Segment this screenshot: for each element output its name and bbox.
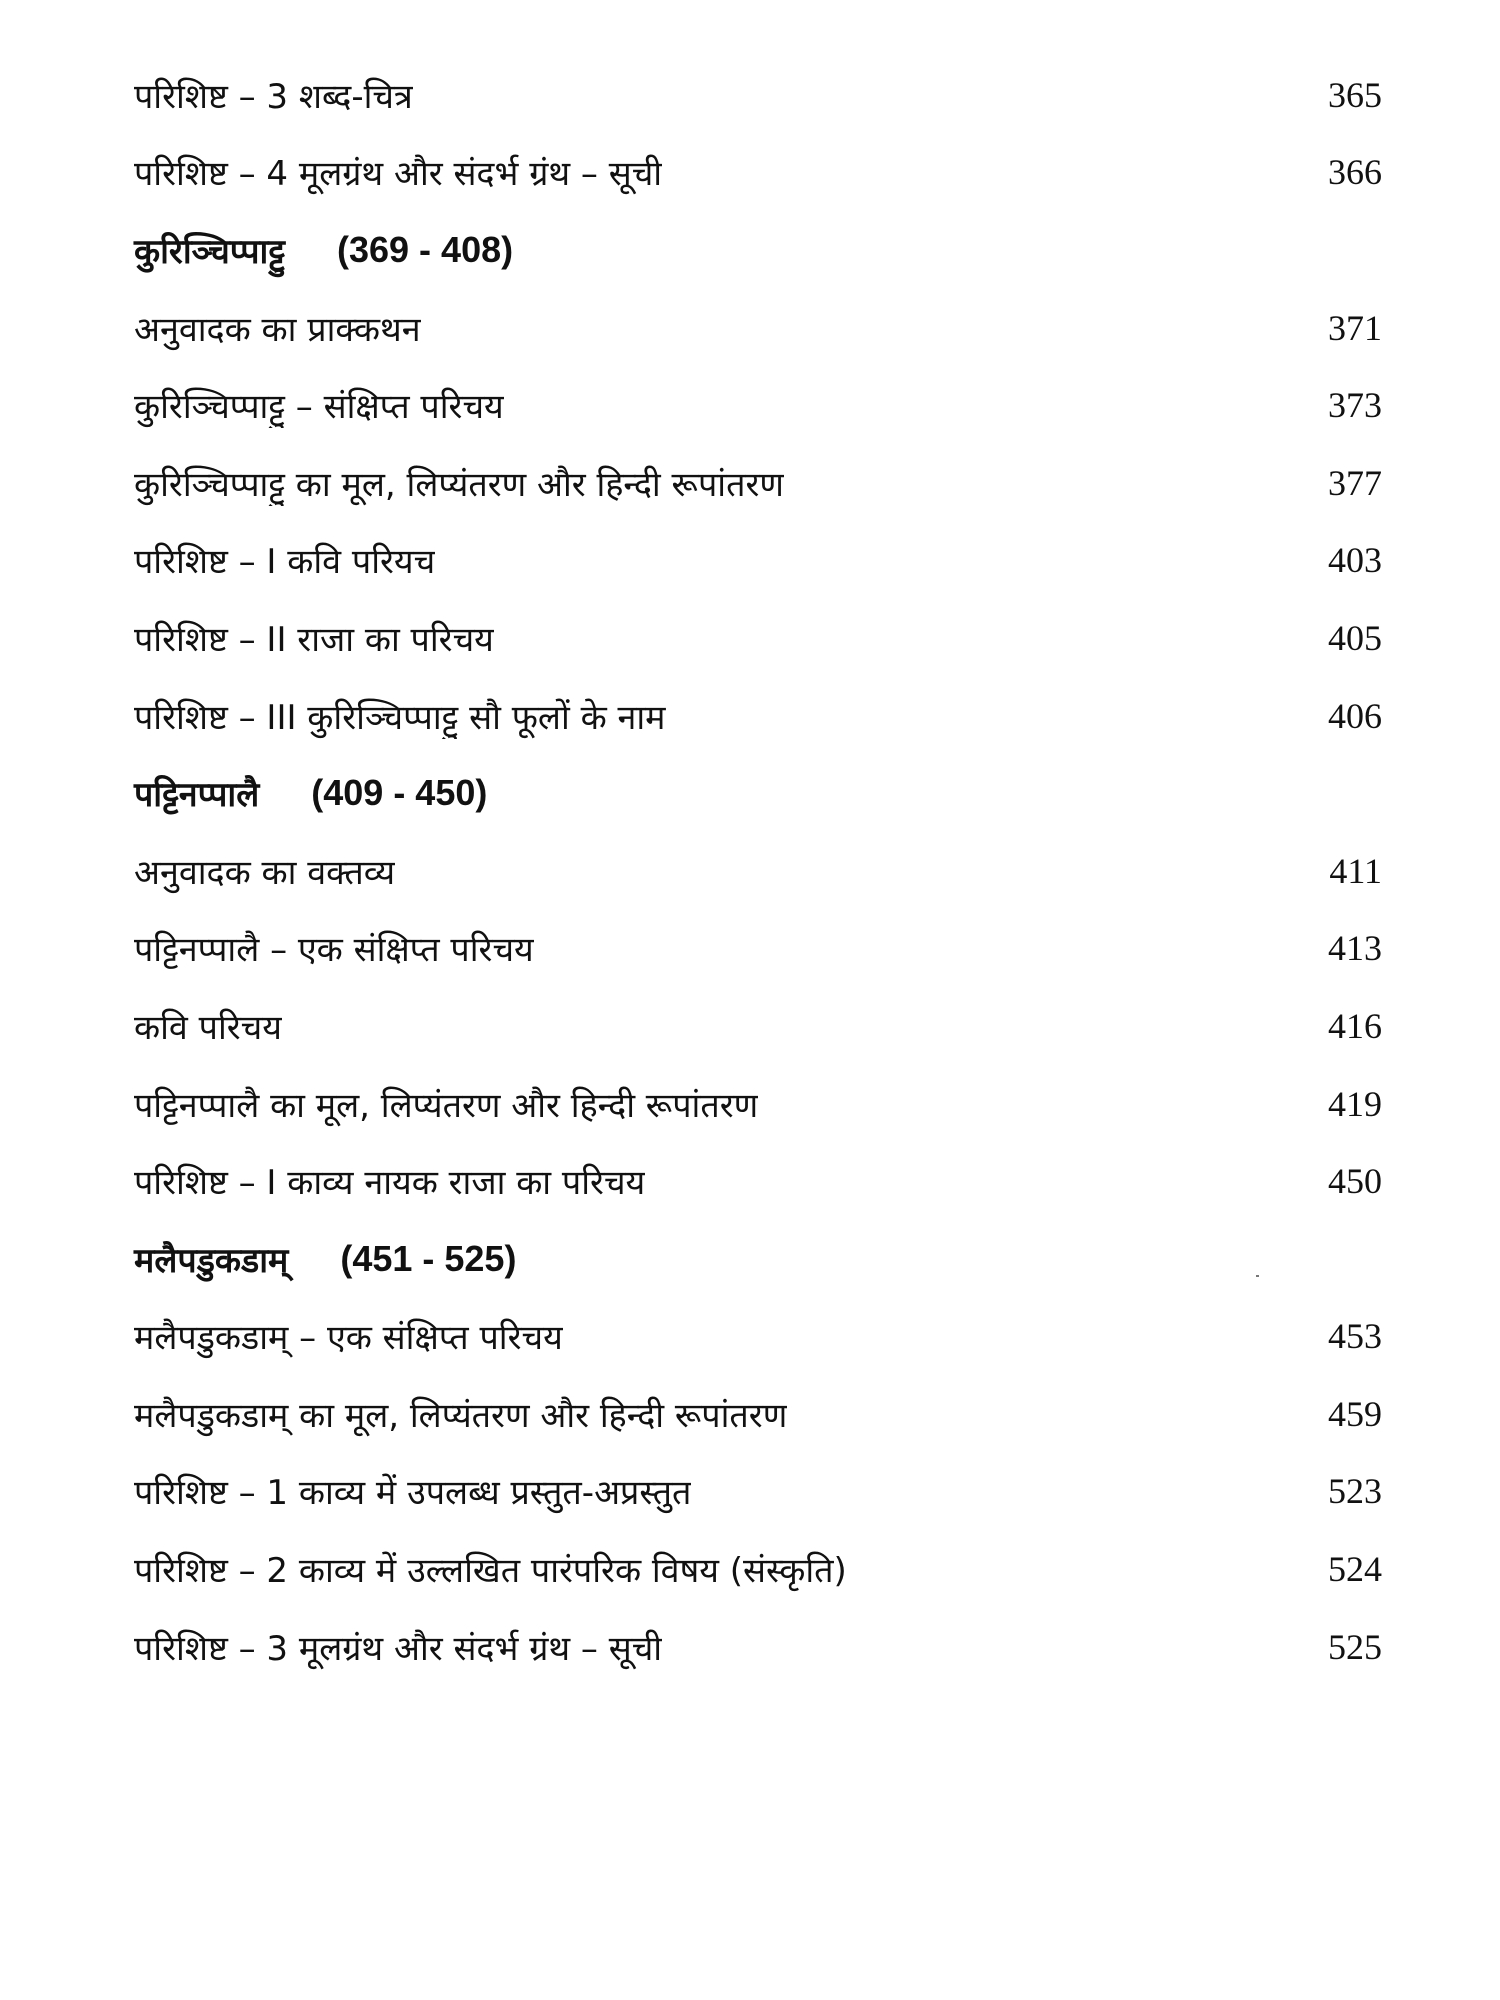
toc-section-heading — [134, 754, 1382, 832]
entry-page-number: 453 — [1328, 1316, 1382, 1357]
entry-page-number: 371 — [1328, 307, 1382, 348]
toc-entry — [134, 599, 1382, 677]
table-of-contents — [134, 56, 1382, 1685]
entry-title: परिशिष्ट – 4 मूलग्रंथ और संदर्भ ग्रंथ – सूची — [134, 154, 663, 195]
toc-entry — [134, 444, 1382, 522]
toc-section-heading — [134, 1220, 1382, 1298]
entry-page-number: 366 — [1328, 152, 1382, 193]
section-title: मलैपडुकडाम् — [134, 1240, 289, 1281]
entry-title: पट्टिनप्पालै का मूल, लिप्यंतरण और हिन्दी रूपांतरण — [134, 1085, 759, 1126]
section-title: कुरिञ्चिप्पाट्टु — [134, 231, 285, 272]
toc-entry — [134, 522, 1382, 600]
entry-page-number: 459 — [1328, 1393, 1382, 1434]
entry-page-number: 523 — [1328, 1471, 1382, 1512]
entry-page-number: 525 — [1328, 1626, 1382, 1667]
toc-entry — [134, 1298, 1382, 1376]
entry-title: मलैपडुकडाम् – एक संक्षिप्त परिचय — [134, 1318, 563, 1359]
entry-title: पट्टिनप्पालै – एक संक्षिप्त परिचय — [134, 930, 534, 971]
toc-entry — [134, 1530, 1382, 1608]
entry-page-number: 419 — [1328, 1083, 1382, 1124]
entry-title: कुरिञ्चिप्पाट्टु का मूल, लिप्यंतरण और हिन्दी रूपांतरण — [134, 464, 784, 505]
toc-entry — [134, 134, 1382, 212]
entry-title: परिशिष्ट – I काव्य नायक राजा का परिचय — [134, 1163, 646, 1204]
entry-title: परिशिष्ट – 2 काव्य में उल्लखित पारंपरिक विषय (संस्कृति) — [134, 1551, 847, 1592]
entry-title: अनुवादक का प्राक्कथन — [134, 309, 421, 350]
section-page-range: (369 - 408) — [337, 228, 514, 270]
entry-title: परिशिष्ट – 3 मूलग्रंथ और संदर्भ ग्रंथ – सूची — [134, 1628, 663, 1669]
entry-title: परिशिष्ट – I कवि परियच — [134, 542, 436, 583]
toc-entry — [134, 987, 1382, 1065]
toc-entry — [134, 1142, 1382, 1220]
toc-entry — [134, 56, 1382, 134]
entry-page-number: 377 — [1328, 462, 1382, 503]
entry-page-number: 413 — [1328, 928, 1382, 969]
entry-title: परिशिष्ट – 1 काव्य में उपलब्ध प्रस्तुत-अप्रस्तुत — [134, 1473, 692, 1514]
scan-speck — [1256, 1275, 1259, 1277]
section-page-range: (451 - 525) — [340, 1237, 517, 1279]
entry-title: कुरिञ्चिप्पाट्टु – संक्षिप्त परिचय — [134, 387, 504, 428]
toc-entry — [134, 1453, 1382, 1531]
entry-page-number: 416 — [1328, 1005, 1382, 1046]
entry-page-number: 405 — [1328, 617, 1382, 658]
entry-page-number: 524 — [1328, 1549, 1382, 1590]
entry-page-number: 411 — [1329, 850, 1382, 891]
toc-entry — [134, 366, 1382, 444]
entry-page-number: 373 — [1328, 385, 1382, 426]
toc-entry — [134, 832, 1382, 910]
entry-title: परिशिष्ट – 3 शब्द-चित्र — [134, 76, 413, 117]
toc-section-heading — [134, 211, 1382, 289]
toc-entry — [134, 1375, 1382, 1453]
toc-entry — [134, 677, 1382, 755]
entry-title: परिशिष्ट – III कुरिञ्चिप्पाट्टु सौ फूलों के नाम — [134, 697, 666, 738]
toc-entry — [134, 910, 1382, 988]
entry-page-number: 450 — [1328, 1161, 1382, 1202]
entry-page-number: 406 — [1328, 695, 1382, 736]
entry-page-number: 403 — [1328, 540, 1382, 581]
entry-title: कवि परिचय — [134, 1007, 282, 1048]
toc-entry — [134, 1608, 1382, 1686]
entry-page-number: 365 — [1328, 74, 1382, 115]
entry-title: परिशिष्ट – II राजा का परिचय — [134, 619, 494, 660]
section-title: पट्टिनप्पालै — [134, 775, 260, 816]
section-page-range: (409 - 450) — [311, 772, 488, 814]
entry-title: अनुवादक का वक्तव्य — [134, 852, 396, 893]
toc-entry — [134, 1065, 1382, 1143]
entry-title: मलैपडुकडाम् का मूल, लिप्यंतरण और हिन्दी रूपांतरण — [134, 1395, 788, 1436]
toc-entry — [134, 289, 1382, 367]
